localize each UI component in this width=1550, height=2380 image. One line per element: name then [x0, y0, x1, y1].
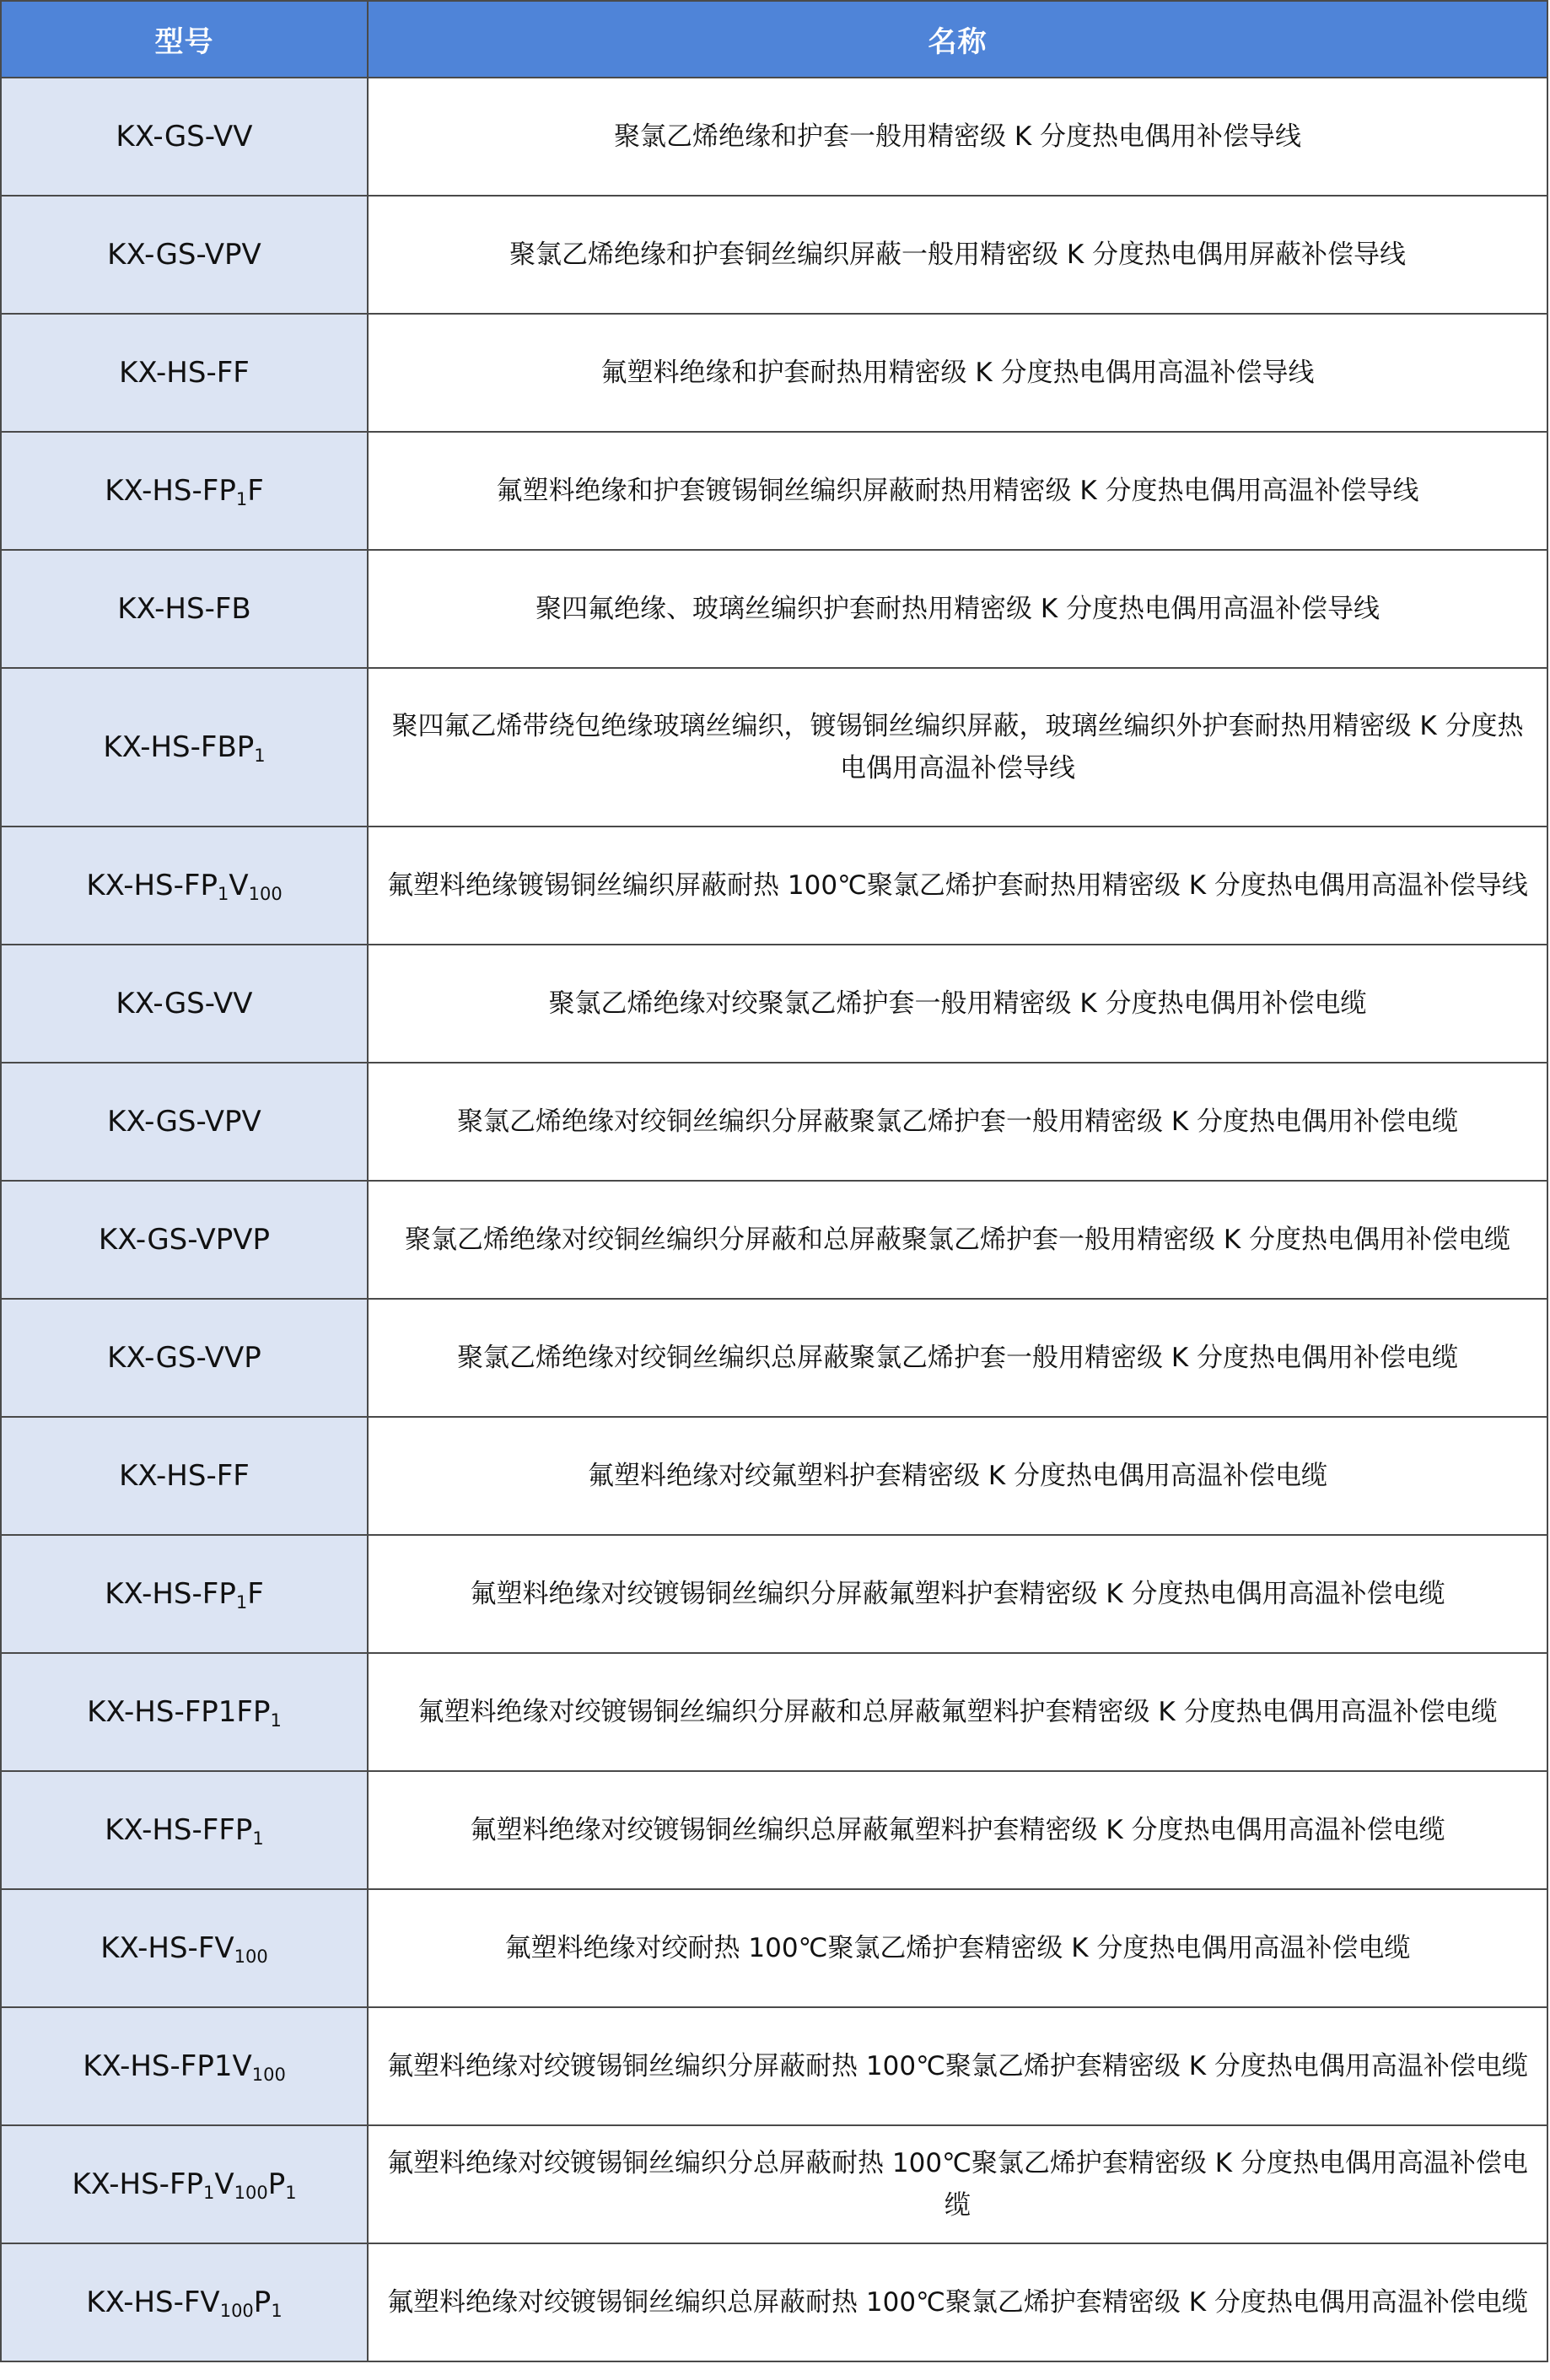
- name-cell: 氟塑料绝缘和护套镀锡铜丝编织屏蔽耐热用精密级 K 分度热电偶用高温补偿导线: [368, 432, 1547, 550]
- model-subscript: 1: [254, 746, 266, 766]
- model-text: KX-HS-FF: [119, 1459, 250, 1493]
- model-cell: [1, 550, 368, 668]
- table-row: [1, 668, 1547, 827]
- model-text: KX-GS-VVP: [107, 1341, 261, 1375]
- model-subscript: 100: [248, 884, 283, 904]
- model-cell: [1, 2125, 368, 2243]
- name-cell: 氟塑料绝缘和护套耐热用精密级 K 分度热电偶用高温补偿导线: [368, 314, 1547, 432]
- table-row: [1, 196, 1547, 314]
- name-cell: 聚四氟乙烯带绕包绝缘玻璃丝编织，镀锡铜丝编织屏蔽，玻璃丝编织外护套耐热用精密级 K 分度热电偶用高温补偿导线: [368, 668, 1547, 827]
- table-row: [1, 314, 1547, 432]
- table-row: [1, 1653, 1547, 1771]
- model-cell: [1, 1299, 368, 1417]
- table-row: [1, 945, 1547, 1063]
- model-subscript: 100: [234, 2183, 268, 2203]
- table-row: [1, 550, 1547, 668]
- name-cell: 氟塑料绝缘对绞镀锡铜丝编织总屏蔽氟塑料护套精密级 K 分度热电偶用高温补偿电缆: [368, 1771, 1547, 1889]
- header-model: 型号: [1, 1, 368, 78]
- model-text: P: [253, 2286, 272, 2319]
- model-cell: [1, 1771, 368, 1889]
- model-cell: [1, 1181, 368, 1299]
- name-cell: 聚氯乙烯绝缘对绞铜丝编织总屏蔽聚氯乙烯护套一般用精密级 K 分度热电偶用补偿电缆: [368, 1299, 1547, 1417]
- model-text: KX-HS-FV: [100, 1931, 234, 1965]
- model-cell: [1, 2007, 368, 2125]
- model-text: KX-HS-FB: [117, 592, 251, 626]
- name-cell: 聚氯乙烯绝缘对绞铜丝编织分屏蔽和总屏蔽聚氯乙烯护套一般用精密级 K 分度热电偶用补偿电缆: [368, 1181, 1547, 1299]
- name-cell: 聚氯乙烯绝缘和护套铜丝编织屏蔽一般用精密级 K 分度热电偶用屏蔽补偿导线: [368, 196, 1547, 314]
- table-row: [1, 2125, 1547, 2243]
- table-row: [1, 1535, 1547, 1653]
- name-cell: 聚氯乙烯绝缘对绞铜丝编织分屏蔽聚氯乙烯护套一般用精密级 K 分度热电偶用补偿电缆: [368, 1063, 1547, 1181]
- name-cell: 氟塑料绝缘对绞镀锡铜丝编织分屏蔽和总屏蔽氟塑料护套精密级 K 分度热电偶用高温补偿电缆: [368, 1653, 1547, 1771]
- name-cell: 氟塑料绝缘对绞镀锡铜丝编织总屏蔽耐热 100℃聚氯乙烯护套精密级 K 分度热电偶用高温补偿电缆: [368, 2243, 1547, 2361]
- model-text: KX-HS-FP: [86, 869, 218, 902]
- model-text: KX-HS-FP1V: [83, 2049, 252, 2083]
- model-subscript: 1: [235, 1592, 248, 1613]
- model-text: KX-HS-FBP: [103, 730, 255, 764]
- model-text: KX-GS-VV: [116, 987, 253, 1020]
- model-text: KX-GS-VV: [116, 120, 253, 153]
- name-cell: 氟塑料绝缘对绞镀锡铜丝编织分总屏蔽耐热 100℃聚氯乙烯护套精密级 K 分度热电偶用高温补偿电缆: [368, 2125, 1547, 2243]
- name-cell: 氟塑料绝缘对绞耐热 100℃聚氯乙烯护套精密级 K 分度热电偶用高温补偿电缆: [368, 1889, 1547, 2007]
- model-text: V: [229, 869, 249, 902]
- name-cell: 氟塑料绝缘对绞镀锡铜丝编织分屏蔽耐热 100℃聚氯乙烯护套精密级 K 分度热电偶用高温补偿电缆: [368, 2007, 1547, 2125]
- table-row: [1, 827, 1547, 945]
- table-row: [1, 1889, 1547, 2007]
- name-cell: 聚四氟绝缘、玻璃丝编织护套耐热用精密级 K 分度热电偶用高温补偿导线: [368, 550, 1547, 668]
- model-cell: [1, 1063, 368, 1181]
- model-text: KX-GS-VPV: [107, 1105, 261, 1139]
- table-row: [1, 1063, 1547, 1181]
- table-row: [1, 1181, 1547, 1299]
- model-subscript: 1: [285, 2183, 297, 2203]
- model-text: P: [267, 2167, 286, 2201]
- model-cell: [1, 1889, 368, 2007]
- model-text: KX-HS-FFP: [105, 1813, 253, 1847]
- table-row: [1, 1299, 1547, 1417]
- model-text: KX-HS-FP1FP: [87, 1695, 271, 1729]
- model-subscript: 1: [203, 2183, 215, 2203]
- table-row: [1, 432, 1547, 550]
- model-subscript: 1: [217, 884, 229, 904]
- model-cell: [1, 78, 368, 196]
- table-row: [1, 1771, 1547, 1889]
- table-row: [1, 78, 1547, 196]
- header-name: 名称: [368, 1, 1547, 78]
- model-subscript: 100: [219, 2301, 254, 2321]
- model-cell: [1, 945, 368, 1063]
- model-text: KX-HS-FF: [119, 356, 250, 390]
- model-cell: [1, 668, 368, 827]
- model-cell: [1, 432, 368, 550]
- table-row: [1, 1417, 1547, 1535]
- model-cell: [1, 1653, 368, 1771]
- model-cell: [1, 1535, 368, 1653]
- table-header-row: [1, 1, 1547, 78]
- model-cell: [1, 2243, 368, 2361]
- model-subscript: 1: [270, 1710, 282, 1731]
- name-cell: 氟塑料绝缘镀锡铜丝编织屏蔽耐热 100℃聚氯乙烯护套耐热用精密级 K 分度热电偶用高温补偿导线: [368, 827, 1547, 945]
- model-subscript: 1: [271, 2301, 283, 2321]
- table-row: [1, 2243, 1547, 2361]
- table-row: [1, 2007, 1547, 2125]
- model-cell: [1, 196, 368, 314]
- name-cell: 聚氯乙烯绝缘对绞聚氯乙烯护套一般用精密级 K 分度热电偶用补偿电缆: [368, 945, 1547, 1063]
- model-subscript: 1: [235, 489, 248, 509]
- model-text: F: [247, 474, 264, 508]
- model-text: F: [247, 1577, 264, 1611]
- model-text: KX-GS-VPVP: [98, 1223, 271, 1257]
- table-body: [1, 78, 1547, 2361]
- model-text: KX-GS-VPV: [107, 238, 261, 272]
- model-text: KX-HS-FP: [72, 2167, 203, 2201]
- model-cell: [1, 314, 368, 432]
- name-cell: 聚氯乙烯绝缘和护套一般用精密级 K 分度热电偶用补偿导线: [368, 78, 1547, 196]
- model-text: V: [214, 2167, 234, 2201]
- name-cell: 氟塑料绝缘对绞镀锡铜丝编织分屏蔽氟塑料护套精密级 K 分度热电偶用高温补偿电缆: [368, 1535, 1547, 1653]
- model-subscript: 1: [252, 1828, 264, 1849]
- model-text: KX-HS-FP: [105, 1577, 236, 1611]
- name-cell: 氟塑料绝缘对绞氟塑料护套精密级 K 分度热电偶用高温补偿电缆: [368, 1417, 1547, 1535]
- model-cell: [1, 827, 368, 945]
- model-subscript: 100: [251, 2065, 286, 2085]
- model-text: KX-HS-FP: [105, 474, 236, 508]
- model-cell: [1, 1417, 368, 1535]
- model-text: KX-HS-FV: [86, 2286, 220, 2319]
- model-subscript: 100: [234, 1947, 268, 1967]
